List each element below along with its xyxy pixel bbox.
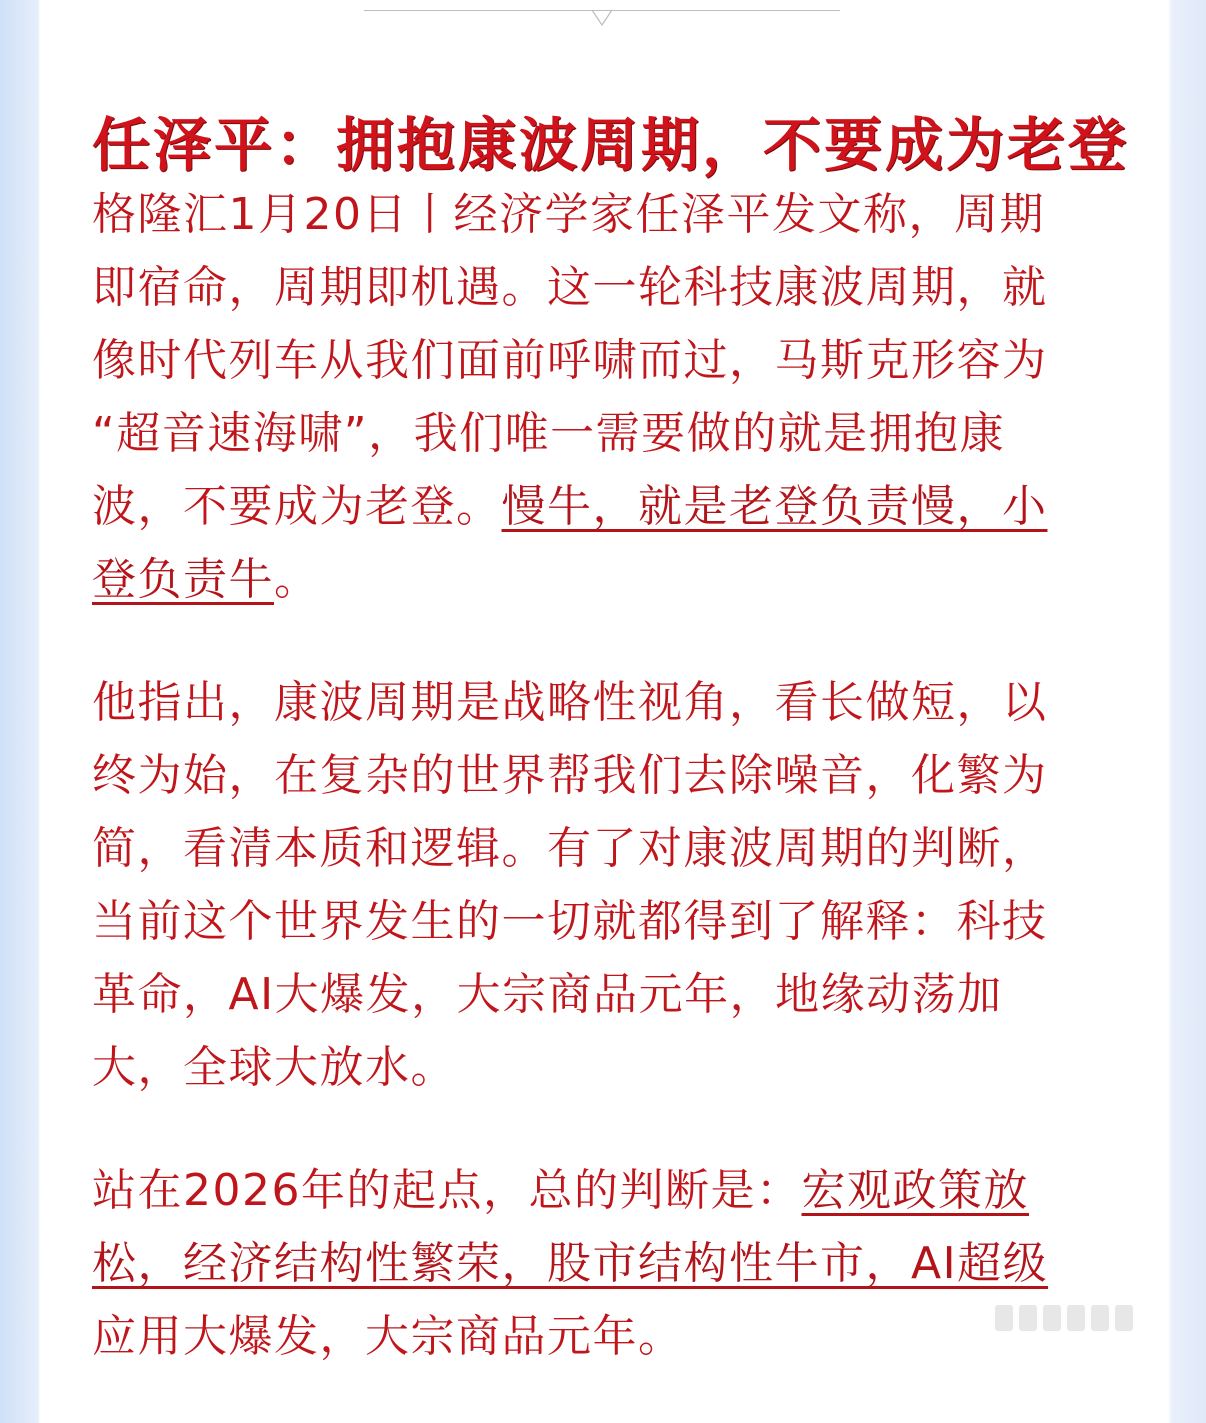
text-line: [92, 324, 1112, 397]
text-segment: 。: [274, 554, 320, 605]
highlighted-text: 宏观政策放: [801, 1165, 1029, 1216]
text-segment: 像时代列车从我们面前呼啸而过，马斯克形容为: [92, 335, 1048, 386]
text-segment: 大，全球大放水。: [92, 1042, 456, 1093]
highlighted-text: 松，经济结构性繁荣，股市结构性牛市，AI超级: [92, 1238, 1049, 1289]
text-line: [92, 1227, 1112, 1300]
text-line: [92, 812, 1112, 885]
text-segment: “超音速海啸”，我们唯一需要做的就是拥抱康: [92, 408, 1006, 459]
text-segment: 革命，AI大爆发，大宗商品元年，地缘动荡加: [92, 969, 1003, 1020]
text-line: [92, 251, 1112, 324]
text-line: [92, 397, 1112, 470]
text-line: [92, 885, 1112, 958]
text-line: [92, 1300, 1112, 1373]
text-segment: 站在2026年的起点，总的判断是：: [92, 1165, 802, 1216]
article-title: 任泽平：拥抱康波周期，不要成为老登: [92, 110, 1130, 179]
paragraph: [92, 178, 1112, 616]
article-body: [92, 178, 1112, 1423]
text-segment: 波，不要成为老登。: [92, 481, 502, 532]
text-line: [92, 739, 1112, 812]
collapse-chevron-icon[interactable]: [590, 5, 614, 29]
text-segment: 应用大爆发，大宗商品元年。: [92, 1311, 684, 1362]
text-line: [92, 666, 1112, 739]
text-segment: 即宿命，周期即机遇。这一轮科技康波周期，就: [92, 262, 1048, 313]
text-segment: 当前这个世界发生的一切就都得到了解释：科技: [92, 896, 1048, 947]
text-line: [92, 543, 1112, 616]
text-segment: 简，看清本质和逻辑。有了对康波周期的判断，: [92, 823, 1048, 874]
highlighted-text: 登负责牛: [92, 554, 274, 605]
text-line: [92, 958, 1112, 1031]
text-line: [92, 1154, 1112, 1227]
highlighted-text: 慢牛，就是老登负责慢，小: [501, 481, 1048, 532]
watermark: [995, 1305, 1133, 1331]
text-line: [92, 1031, 1112, 1104]
text-line: [92, 470, 1112, 543]
text-line: [92, 178, 1112, 251]
text-segment: 格隆汇1月20日丨经济学家任泽平发文称，周期: [92, 189, 1045, 240]
text-segment: 他指出，康波周期是战略性视角，看长做短，以: [92, 677, 1048, 728]
paragraph: [92, 1154, 1112, 1373]
text-segment: 终为始，在复杂的世界帮我们去除噪音，化繁为: [92, 750, 1048, 801]
paragraph: [92, 666, 1112, 1104]
